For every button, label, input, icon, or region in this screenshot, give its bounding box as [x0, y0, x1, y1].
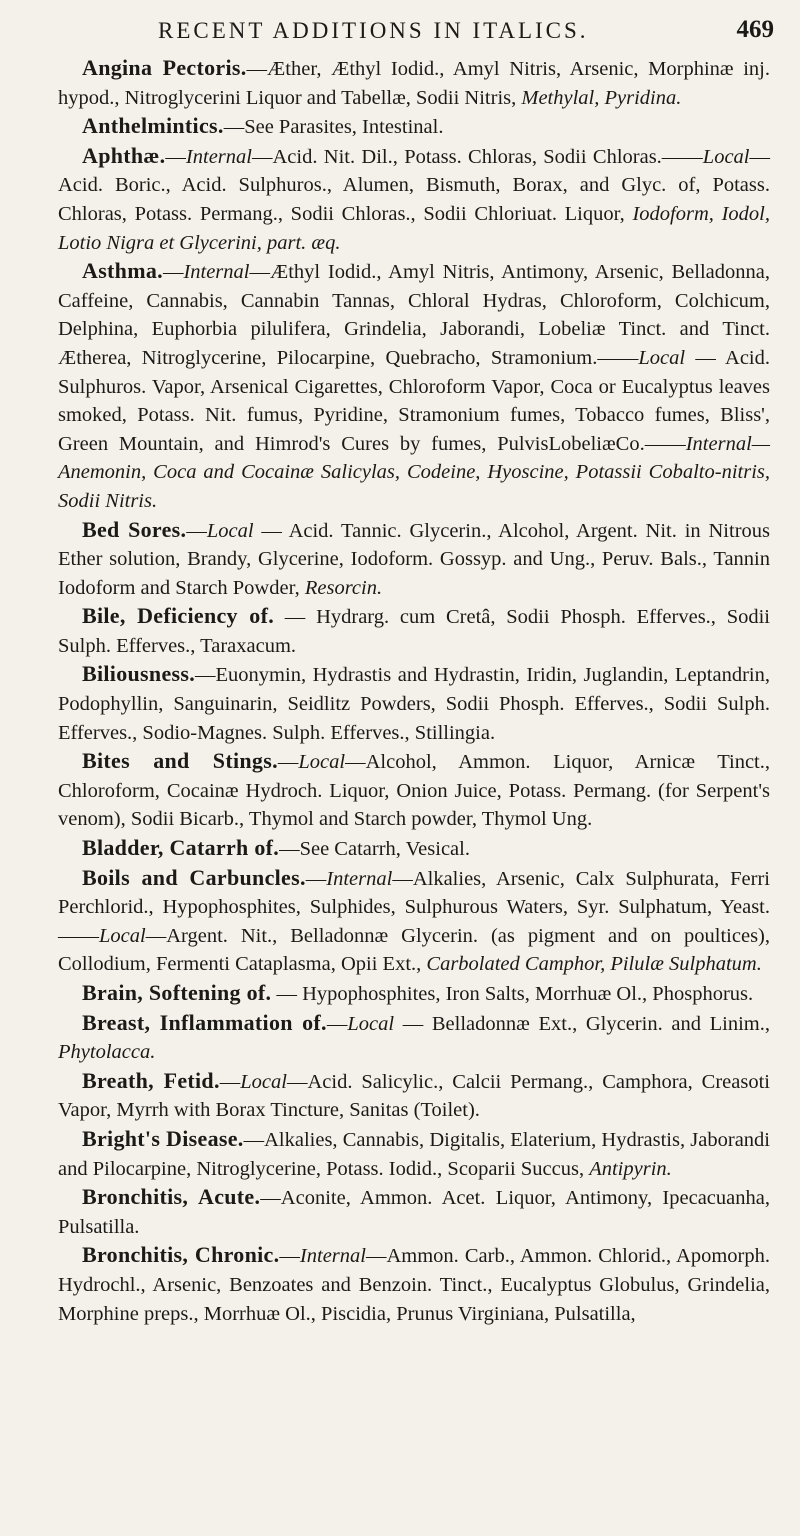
entry-heading: Aphthæ.	[82, 142, 166, 168]
entry-text-italic: Internal	[185, 145, 252, 168]
entry-text-italic: Local	[206, 519, 254, 542]
entry-heading: Bites and Stings.	[82, 748, 278, 774]
entry-heading: Angina Pectoris.	[82, 55, 247, 80]
entry-text: —Æther, Æthyl Iodid., Amyl Nitris, Arsenic, Morphinæ inj. hypod., Nitroglycerini Liquor and Tabellæ, Sodii Nitris,	[58, 58, 770, 109]
entry-text: —	[279, 1245, 300, 1268]
index-entry	[58, 1125, 770, 1183]
entry-text: —	[162, 261, 184, 284]
entry-text: —Alkalies, Arsenic, Calx Sulphurata, Ferri Perchlorid., Hypophosphites, Sulphides, Sulphurous Waters, Syr. Sulphatum, Yeast.——	[58, 867, 770, 947]
entry-text: — Hypophosphites, Iron Salts, Morrhuæ Ol., Phosphorus.	[271, 983, 754, 1005]
entry-text: —Acid. Salicylic., Calcii Permang., Camphora, Creasoti Vapor, Myrrh with Borax Tincture, Sanitas (Toilet).	[58, 1070, 770, 1122]
index-entry	[58, 1009, 770, 1067]
entry-text-italic: Local	[347, 1012, 395, 1035]
entry-heading: Breast, Inflammation of.	[82, 1009, 327, 1035]
entry-heading: Bed Sores.	[82, 516, 187, 542]
index-entry	[58, 1067, 770, 1125]
index-entry	[58, 864, 770, 979]
entry-heading: Biliousness.	[82, 661, 196, 687]
entry-text-italic: Internal	[326, 867, 393, 890]
running-head	[0, 14, 800, 50]
entry-text-italic: Antipyrin.	[589, 1157, 672, 1180]
entry-text-italic: Internal—Anemonin, Coca and Cocainæ Salicylas, Codeine, Hyoscine, Potassii Cobalto-nitris, Sodii Nitris.	[58, 432, 770, 512]
entry-text: —See Catarrh, Vesical.	[279, 838, 470, 861]
entry-text-italic: Internal	[299, 1245, 366, 1268]
index-entry	[58, 1241, 770, 1328]
index-entry	[58, 834, 770, 864]
entry-text: —Alcohol, Ammon. Liquor, Arnicæ Tinct., Chloroform, Cocainæ Hydroch. Liquor, Onion Juice, Potass. Permang. (for Serpent's venom), Sodii Bicarb., Thymol and Starch powder, Thymol Ung.	[58, 751, 770, 831]
entry-text: —	[186, 519, 207, 542]
entry-text: —	[326, 1012, 348, 1035]
entry-text: —Argent. Nit., Belladonnæ Glycerin. (as pigment and on poultices), Collodium, Fermenti Cataplasma, Opii Ext.,	[58, 924, 770, 976]
index-entry	[58, 660, 770, 747]
entry-text-italic: Iodoform, Iodol, Lotio Nigra et Glycerini, part. æq.	[58, 202, 771, 254]
entry-heading: Boils and Carbuncles.	[82, 864, 306, 890]
entry-text: —Ammon. Carb., Ammon. Chlorid., Apomorph. Hydrochl., Arsenic, Benzoates and Benzoin. Tinct., Eucalyptus Globulus, Grindelia, Morphine preps., Morrhuæ Ol., Piscidia, Prunus Virginiana, Pulsatilla,	[58, 1245, 770, 1325]
entry-text: —	[219, 1070, 241, 1093]
index-entry	[58, 112, 770, 142]
entry-heading: Bright's Disease.	[82, 1125, 244, 1151]
entry-text-italic: Local	[702, 145, 750, 168]
entry-text: —Alkalies, Cannabis, Digitalis, Elaterium, Hydrastis, Jaborandi and Pilocarpine, Nitroglycerine, Potass. Iodid., Scoparii Succus,	[58, 1128, 770, 1180]
index-entry	[58, 747, 770, 834]
index-entry	[58, 1183, 770, 1241]
entry-text: —See Parasites, Intestinal.	[223, 116, 444, 139]
entry-text: —Euonymin, Hydrastis and Hydrastin, Iridin, Juglandin, Leptandrin, Podophyllin, Sanguinarin, Seidlitz Powders, Sodii Phosph. Efferves., Sodii Sulph. Efferves., Sodio-Magnes. Sulph. Efferves., Stillingia.	[58, 664, 770, 744]
entry-text-italic: Local	[99, 924, 146, 947]
entry-text: — Hydrarg. cum Cretâ, Sodii Phosph. Efferves., Sodii Sulph. Efferves., Taraxacum.	[58, 606, 770, 657]
entry-heading: Bronchitis, Acute.	[82, 1184, 261, 1210]
running-head-title: RECENT ADDITIONS IN ITALICS.	[158, 18, 589, 43]
entry-text-italic: Local	[240, 1070, 287, 1093]
index-entry	[58, 516, 770, 603]
entry-heading: Anthelmintics.	[82, 113, 224, 139]
entry-text: —Aconite, Ammon. Acet. Liquor, Antimony, Ipecacuanha, Pulsatilla.	[58, 1187, 770, 1238]
entry-heading: Bile, Deficiency of.	[82, 603, 275, 629]
entry-text-italic: Carbolated Camphor, Pilulæ Sulphatum.	[426, 953, 762, 976]
index-entry	[58, 142, 770, 257]
index-entry	[58, 257, 770, 515]
entry-text: —	[165, 145, 186, 168]
index-entry	[58, 54, 770, 112]
entry-text: — Acid. Sulphuros. Vapor, Arsenical Cigarettes, Chloroform Vapor, Coca or Eucalyptus leaves smoked, Potass. Nit. fumus, Pyridine, Stramonium fumes, Tobacco fumes, Bliss', Green Mountain, and Himrod's Cures by fumes, PulvisLobeliæCo.——	[58, 346, 771, 455]
entry-text: —Æthyl Iodid., Amyl Nitris, Antimony, Arsenic, Belladonna, Caffeine, Cannabis, Cannabin Tannas, Chloral Hydras, Chloroform, Colchicum, Delphina, Euphorbia pilulifera, Grindelia, Jaborandi, Lobeliæ Tinct. and Tinct. Ætherea, Nitroglycerine, Pilocarpine, Quebracho, Stramonium.——	[58, 261, 770, 369]
entry-text: — Belladonnæ Ext., Glycerin. and Linim.,	[394, 1012, 770, 1035]
entry-text: —Acid. Nit. Dil., Potass. Chloras, Sodii Chloras.——	[251, 145, 703, 168]
entry-text-italic: Local	[298, 751, 346, 774]
entry-heading: Breath, Fetid.	[82, 1067, 220, 1093]
entry-heading: Brain, Softening of.	[82, 980, 272, 1005]
entry-text: —	[277, 751, 299, 774]
entry-heading: Bladder, Catarrh of.	[82, 835, 280, 861]
entry-text-italic: Phytolacca.	[58, 1041, 156, 1064]
entry-text-italic: Resorcin.	[304, 576, 383, 599]
entry-text: — Acid. Tannic. Glycerin., Alcohol, Argent. Nit. in Nitrous Ether solution, Brandy, Glycerine, Iodoform. Gossyp. and Ung., Peruv. Bals., Tannin Iodoform and Starch Powder,	[58, 519, 771, 599]
index-entry	[58, 602, 770, 660]
page-number: 469	[736, 16, 774, 43]
entry-text-italic: Local	[638, 346, 686, 369]
index-body	[58, 54, 770, 1328]
entry-text-italic: Internal	[183, 261, 250, 284]
entry-text: —	[305, 867, 327, 890]
entry-text-italic: Methylal, Pyridina.	[521, 86, 682, 109]
entry-heading: Bronchitis, Chronic.	[82, 1242, 280, 1268]
entry-text: —Acid. Boric., Acid. Sulphuros., Alumen, Bismuth, Borax, and Glyc. of, Potass. Chloras, Potass. Permang., Sodii Chloras., Sodii Chloriuat. Liquor,	[58, 145, 770, 225]
index-entry	[58, 979, 770, 1009]
entry-heading: Asthma.	[82, 258, 163, 284]
